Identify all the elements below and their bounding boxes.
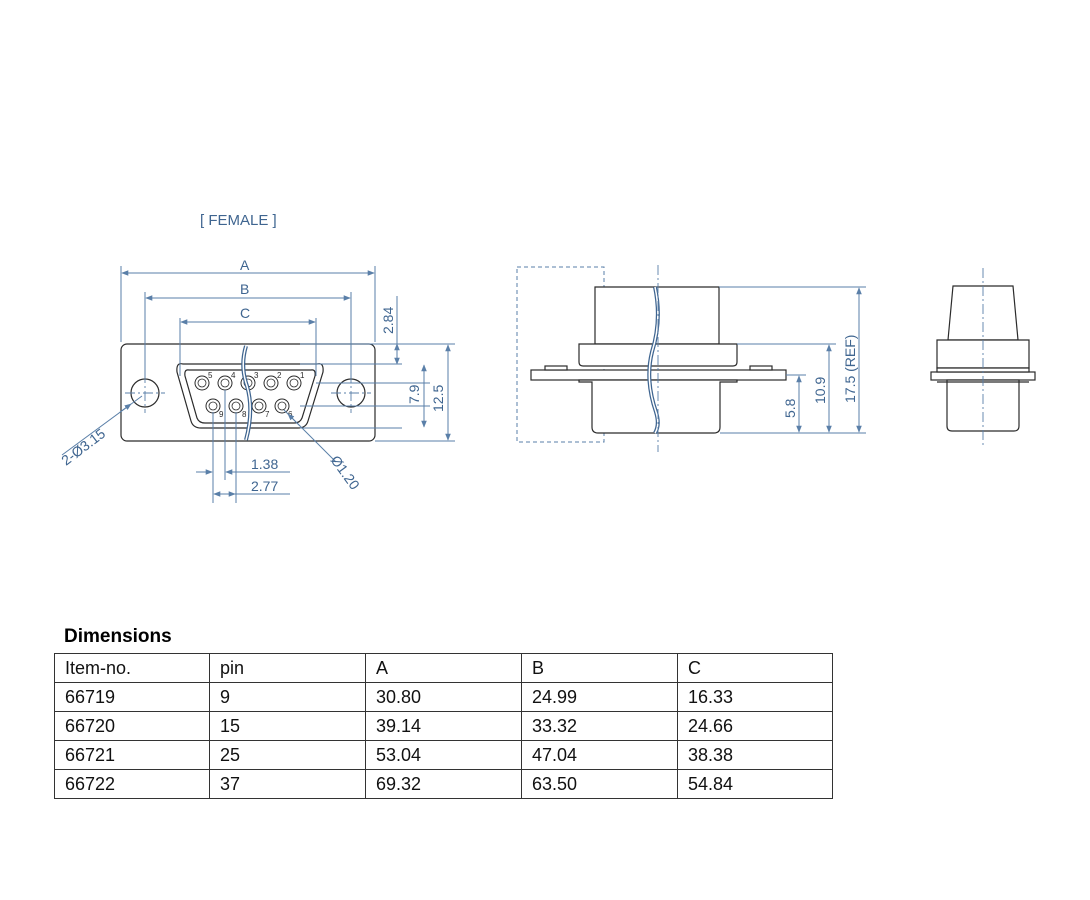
table-cell: 66721 xyxy=(55,741,210,770)
end-view xyxy=(931,268,1035,448)
table-cell: 9 xyxy=(210,683,366,712)
table-row xyxy=(55,712,833,741)
table-row xyxy=(55,741,833,770)
header-cell: C xyxy=(678,654,833,683)
pin-diameter-label: Ø1.20 xyxy=(327,452,363,493)
table-cell: 47.04 xyxy=(522,741,678,770)
dimension-10-9-label: 10.9 xyxy=(812,376,828,404)
header-cell: A xyxy=(366,654,522,683)
table-cell: 66722 xyxy=(55,770,210,799)
table-title: Dimensions xyxy=(64,626,172,647)
front-view-title: [ FEMALE ] xyxy=(200,212,277,229)
dimension-7-9-label: 7.9 xyxy=(406,384,422,404)
pin-number: 9 xyxy=(219,410,224,419)
table-cell: 33.32 xyxy=(522,712,678,741)
dimension-2-77-label: 2.77 xyxy=(251,478,279,494)
table-cell: 24.99 xyxy=(522,683,678,712)
dimension-c-label: C xyxy=(240,305,251,321)
table-cell: 39.14 xyxy=(366,712,522,741)
pin-number: 3 xyxy=(254,371,259,380)
dimension-b-label: B xyxy=(240,281,250,297)
dimension-2-84-label: 2.84 xyxy=(380,306,396,334)
side-view xyxy=(517,265,866,452)
table-cell: 53.04 xyxy=(366,741,522,770)
pin-number: 6 xyxy=(288,410,293,419)
pin-number: 8 xyxy=(242,410,247,419)
table-cell: 24.66 xyxy=(678,712,833,741)
pin-number: 2 xyxy=(277,371,282,380)
table-cell: 54.84 xyxy=(678,770,833,799)
pin-number: 7 xyxy=(265,410,270,419)
table-header-row xyxy=(55,654,833,683)
pin-number: 1 xyxy=(300,371,305,380)
dimension-12-5-label: 12.5 xyxy=(430,384,446,412)
pin-number: 5 xyxy=(208,371,213,380)
table-cell: 15 xyxy=(210,712,366,741)
dimension-5-8-label: 5.8 xyxy=(782,398,798,418)
table-cell: 38.38 xyxy=(678,741,833,770)
table-row xyxy=(55,770,833,799)
dimension-1-38-label: 1.38 xyxy=(251,456,279,472)
table-cell: 66719 xyxy=(55,683,210,712)
header-cell: Item-no. xyxy=(55,654,210,683)
table-cell: 30.80 xyxy=(366,683,522,712)
front-view xyxy=(58,212,455,503)
table-cell: 69.32 xyxy=(366,770,522,799)
header-cell: pin xyxy=(210,654,366,683)
table-cell: 25 xyxy=(210,741,366,770)
dimensions-table xyxy=(54,653,833,799)
dimension-17-5-ref-label: 17.5 (REF) xyxy=(842,334,858,403)
table-row xyxy=(55,683,833,712)
table-cell: 63.50 xyxy=(522,770,678,799)
dimension-a-label: A xyxy=(240,257,250,273)
header-cell: B xyxy=(522,654,678,683)
table-cell: 37 xyxy=(210,770,366,799)
table-cell: 66720 xyxy=(55,712,210,741)
table-cell: 16.33 xyxy=(678,683,833,712)
hole-diameter-label: 2-Ø3.15 xyxy=(58,425,109,469)
pin-number: 4 xyxy=(231,371,236,380)
